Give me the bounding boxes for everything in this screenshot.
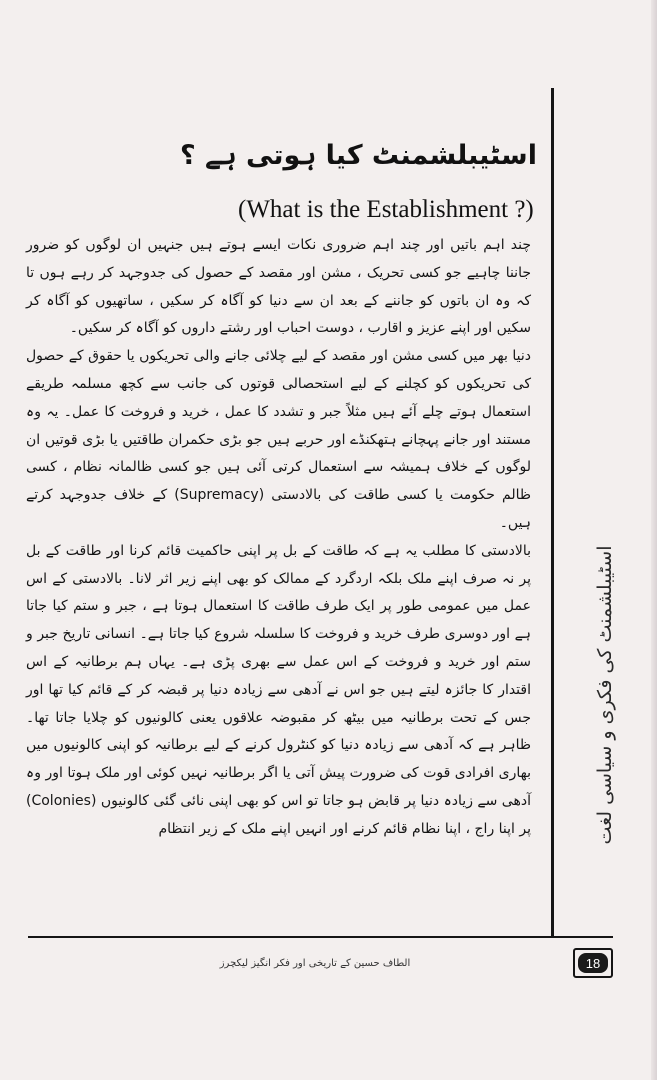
footer-book-title: الطاف حسین کے تاریخی اور فکر انگیز لیکچرز [219,958,411,969]
chapter-heading-urdu: اسٹیبلشمنٹ کیا ہوتی ہے ؟ [179,140,537,171]
page-number-badge [573,948,613,978]
page-number: 18 [578,953,608,973]
footer-rule [28,936,613,938]
paragraph-1: چند اہم باتیں اور چند اہم ضروری نکات ایسے ہوتے ہیں جنہیں ان لوگوں کو ضرور جاننا چاہیے جو کسی تحریک ، مشن اور مقصد کے حصول کی جدوجہد کر رہے ہوں تا کہ وہ ان باتوں کو جاننے کے بعد ان سے دنیا کو آگاہ کر سکیں ، ساتھیوں کو آگاہ کر سکیں اور اپنے عزیز و اقارب ، دوست احباب اور رشتے داروں کو آگاہ کر سکیں۔ [26,237,531,337]
paragraph-2: دنیا بھر میں کسی مشن اور مقصد کے لیے چلائی جانے والی تحریکوں یا حقوق کے حصول کی تحریکوں کو کچلنے کے لیے استحصالی قوتوں کی جانب سے کچھ مسلمہ طریقے استعمال ہوتے چلے آئے ہیں مثلاً جبر و تشدد کا عمل ، خرید و فروخت کا عمل۔ یہ وہ مستند اور جانے پہچانے ہتھکنڈے اور حربے ہیں جو بڑی حکمران طاقتیں یا بڑی قوتیں ان لوگوں کے خلاف ہمیشہ سے استعمال کرتی آئی ہیں جو کسی ظالمانہ نظام ، کسی ظالم حکومت یا کسی طاقت کی بالادستی (Supremacy) کے خلاف جدوجہد کرتے ہیں۔ [26,348,531,531]
vertical-margin-rule [551,88,554,936]
body-text [26,232,531,844]
page-edge [651,0,657,1080]
chapter-heading-english: (What is the Establishment ?) [238,196,534,223]
running-side-title: اسٹیبلشمنٹ کی فکری و سیاسی لغت [594,545,616,845]
paragraph-3: بالادستی کا مطلب یہ ہے کہ طاقت کے بل پر اپنی حاکمیت قائم کرنا اور طاقت کے بل پر نہ صرف اپنے ملک بلکہ اردگرد کے ممالک کو بھی اپنے زیر اثر لانا۔ بالادستی کے اس عمل میں عمومی طور پر ایک طرف طاقت کا استعمال ہوتا ہے ، جبر و ستم کیا جاتا ہے اور دوسری طرف خرید و فروخت کا سلسلہ شروع کیا جاتا ہے۔ انسانی تاریخ جبر و ستم اور خرید و فروخت کے اس عمل سے بھری پڑی ہے۔ یہاں ہم برطانیہ کے اس اقتدار کا جائزہ لیتے ہیں جو اس نے آدھی سے زیادہ دنیا پر قبضہ کر کے قائم کیا تھا اور جس کے تحت برطانیہ میں بیٹھ کر مقبوضہ علاقوں یعنی کالونیوں کو چلایا جاتا تھا۔ ظاہر ہے کہ آدھی سے زیادہ دنیا کو کنٹرول کرنے کے لیے برطانیہ کو اپنی کالونیوں میں بھاری افرادی قوت کی ضرورت پیش آتی یا اگر برطانیہ نہیں کوئی اور ملک ہوتا اور وہ آدھی سے زیادہ دنیا پر قابض ہو جاتا تو اس کو بھی اپنی نائی گئی کالونیوں (Colonies) پر اپنا راج ، اپنا نظام قائم کرنے اور انہیں اپنے ملک کے زیر انتظام [26,542,532,837]
